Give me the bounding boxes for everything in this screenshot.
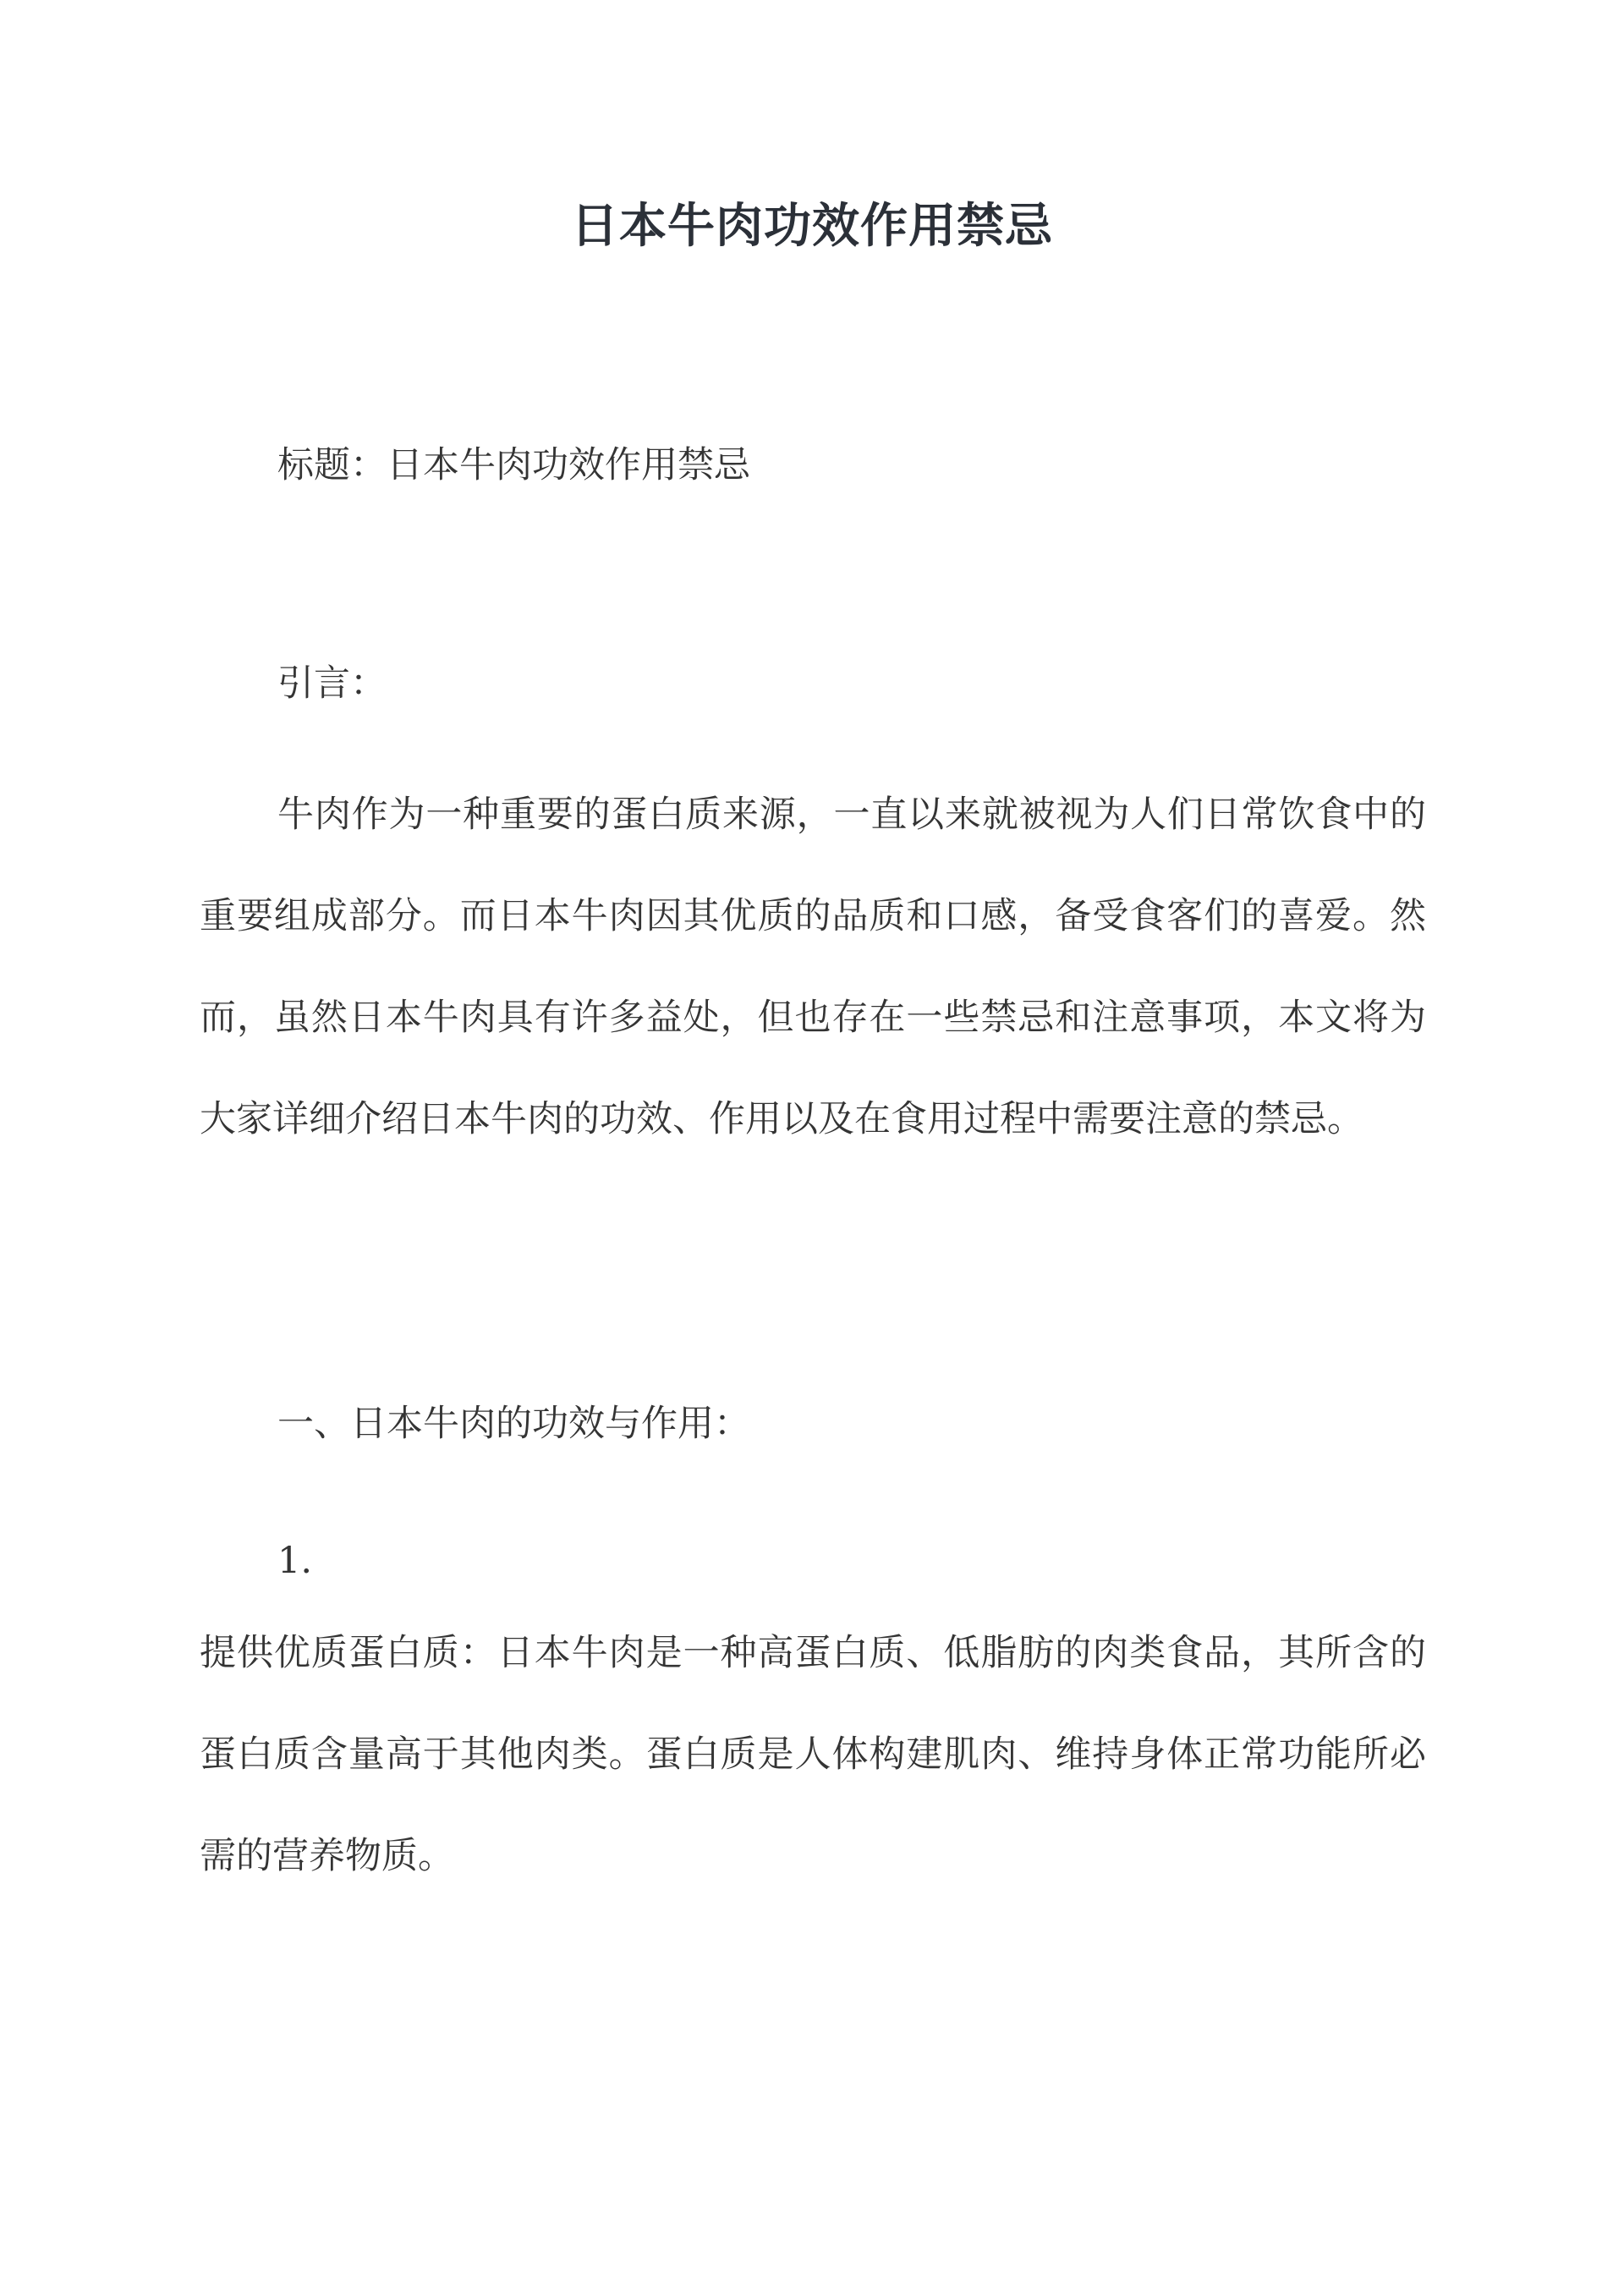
subject-line: 标题：日本牛肉功效作用禁忌 <box>277 444 750 486</box>
document-title: 日本牛肉功效作用禁忌 <box>571 198 1053 254</box>
intro-paragraph: 牛肉作为一种重要的蛋白质来源，一直以来就被视为人们日常饮食中的重要组成部分。而日本牛肉因其优质的品质和口感，备受食客们的喜爱。然而，虽然日本牛肉具有许多益处，但也存在一些禁忌和注意事项，本文将为大家详细介绍日本牛肉的功效、作用以及在食用过程中需要注意的禁忌。 <box>200 794 1426 1140</box>
section-heading: 一、日本牛肉的功效与作用： <box>277 1403 750 1445</box>
list-item-paragraph: 提供优质蛋白质：日本牛肉是一种高蛋白质、低脂肪的肉类食品，其所含的蛋白质含量高于其他肉类。蛋白质是人体构建肌肉、维持身体正常功能所必需的营养物质。 <box>200 1632 1426 1877</box>
list-item-number: 1. <box>277 1540 313 1582</box>
intro-heading: 引言： <box>277 662 387 705</box>
